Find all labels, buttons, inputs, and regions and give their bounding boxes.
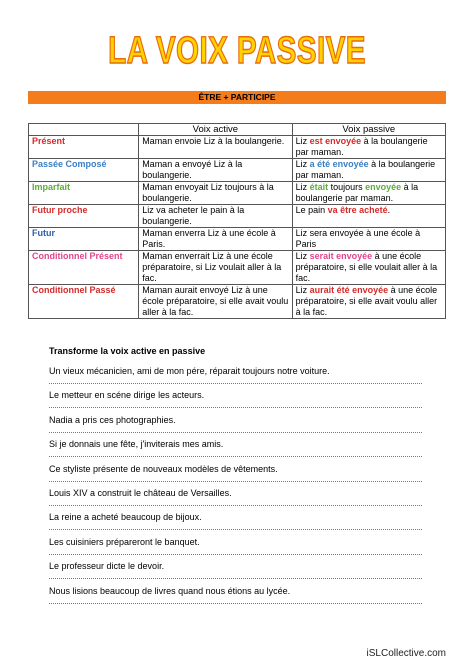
exercise-sentence: Un vieux mécanicien, ami de mon pére, réparait toujours notre voiture.: [49, 366, 330, 376]
passive-highlight: va être acheté: [327, 205, 388, 215]
table-row: [29, 136, 446, 159]
table-row: [29, 159, 446, 182]
exercise-sentence: Nadia a pris ces photographies.: [49, 414, 176, 425]
passive-text: à une école préparatoire, si elle avait voulu aller à la fac.: [295, 285, 438, 317]
answer-line[interactable]: [49, 505, 422, 506]
tense-cell: Futur proche: [29, 205, 139, 228]
exercise-title: Transforme la voix active en passive: [49, 346, 206, 356]
answer-line[interactable]: [49, 554, 422, 555]
answer-line[interactable]: [49, 432, 422, 433]
grammar-table: [28, 123, 446, 319]
exercise-sentence: Nous lisions beaucoup de livres quand nous étions au lycée.: [49, 585, 291, 596]
passive-voice-cell: [292, 159, 445, 182]
passive-text: Liz sera envoyée à une école à Paris: [295, 228, 421, 249]
answer-line[interactable]: [49, 383, 422, 384]
exercise-sentence: Ce styliste présente de nouveaux modèles de vêtements.: [49, 463, 278, 474]
passive-highlight: a été envoyée: [309, 159, 369, 169]
tense-cell: Conditionnel Présent: [29, 251, 139, 285]
answer-line[interactable]: [49, 529, 422, 530]
section-banner: ÊTRE + PARTICIPE: [28, 91, 446, 104]
exercise-sentence: Le metteur en scéne dirige les acteurs.: [49, 390, 205, 401]
passive-text: à la boulangerie par maman.: [295, 159, 436, 180]
passive-voice-cell: [292, 205, 445, 228]
header-cell-tense: [29, 124, 139, 136]
active-voice-cell: Maman envoyait Liz toujours à la boulangerie.: [139, 182, 292, 205]
passive-text: Liz: [295, 285, 310, 295]
tense-cell: Futur: [29, 228, 139, 251]
passive-highlight: aurait été envoyée: [309, 285, 389, 295]
passive-highlight: envoyée: [365, 182, 402, 192]
active-voice-cell: Maman envoie Liz à la boulangerie.: [139, 136, 292, 159]
exercise-sentence: Si je donnais une fête, j'inviterais mes amis.: [49, 439, 224, 450]
passive-highlight: serait envoyée: [309, 251, 373, 261]
passive-voice-cell: [292, 285, 445, 319]
passive-text: à une école préparatoire, si elle voulait aller à la fac.: [295, 251, 438, 283]
active-voice-cell: Maman aurait envoyé Liz à une école préparatoire, si elle avait voulu aller à la fac.: [139, 285, 292, 319]
active-voice-cell: Maman a envoyé Liz à la boulangerie.: [139, 159, 292, 182]
passive-text: toujours: [328, 182, 366, 192]
active-voice-cell: Liz va acheter le pain à la boulangerie.: [139, 205, 292, 228]
exercise-sentence: La reine a acheté beaucoup de bijoux.: [49, 512, 202, 523]
exercise-sentence: Le professeur dicte le devoir.: [49, 561, 165, 572]
passive-text: .: [387, 205, 391, 215]
passive-voice-cell: [292, 182, 445, 205]
passive-highlight: est envoyée: [309, 136, 362, 146]
passive-text: Liz: [295, 136, 310, 146]
active-voice-cell: Maman enverra Liz à une école à Paris.: [139, 228, 292, 251]
header-cell-passive: Voix passive: [292, 124, 445, 136]
tense-cell: Présent: [29, 136, 139, 159]
tense-cell: Imparfait: [29, 182, 139, 205]
passive-text: à la boulangerie par maman.: [295, 182, 419, 203]
answer-line[interactable]: [49, 407, 422, 408]
table-row: [29, 251, 446, 285]
passive-voice-cell: [292, 136, 445, 159]
passive-text: Liz: [295, 251, 310, 261]
footer-watermark: iSLCollective.com: [366, 648, 446, 659]
passive-text: Liz: [295, 182, 310, 192]
table-row: [29, 205, 446, 228]
passive-text: Le pain: [295, 205, 328, 215]
exercise-sentence: Les cuisiniers prépareront le banquet.: [49, 536, 200, 547]
tense-cell: Passée Composé: [29, 159, 139, 182]
table-row: [29, 228, 446, 251]
page-title: LA VOIX PASSIVE: [108, 30, 366, 72]
table-row: [29, 182, 446, 205]
table-row: [29, 285, 446, 319]
header-cell-active: Voix active: [139, 124, 292, 136]
answer-line[interactable]: [49, 578, 422, 579]
active-voice-cell: Maman enverrait Liz à une école préparatoire, si Liz voulait aller à la fac.: [139, 251, 292, 285]
answer-line[interactable]: [49, 456, 422, 457]
exercise-sentence: Louis XIV a construit le château de Versailles.: [49, 488, 232, 498]
passive-highlight: était: [309, 182, 329, 192]
answer-line[interactable]: [49, 481, 422, 482]
passive-text: à la boulangerie par maman.: [295, 136, 428, 157]
passive-voice-cell: [292, 228, 445, 251]
passive-text: Liz: [295, 159, 310, 169]
answer-line[interactable]: [49, 603, 422, 604]
table-header-row: [29, 124, 446, 136]
passive-voice-cell: [292, 251, 445, 285]
tense-cell: Conditionnel Passé: [29, 285, 139, 319]
